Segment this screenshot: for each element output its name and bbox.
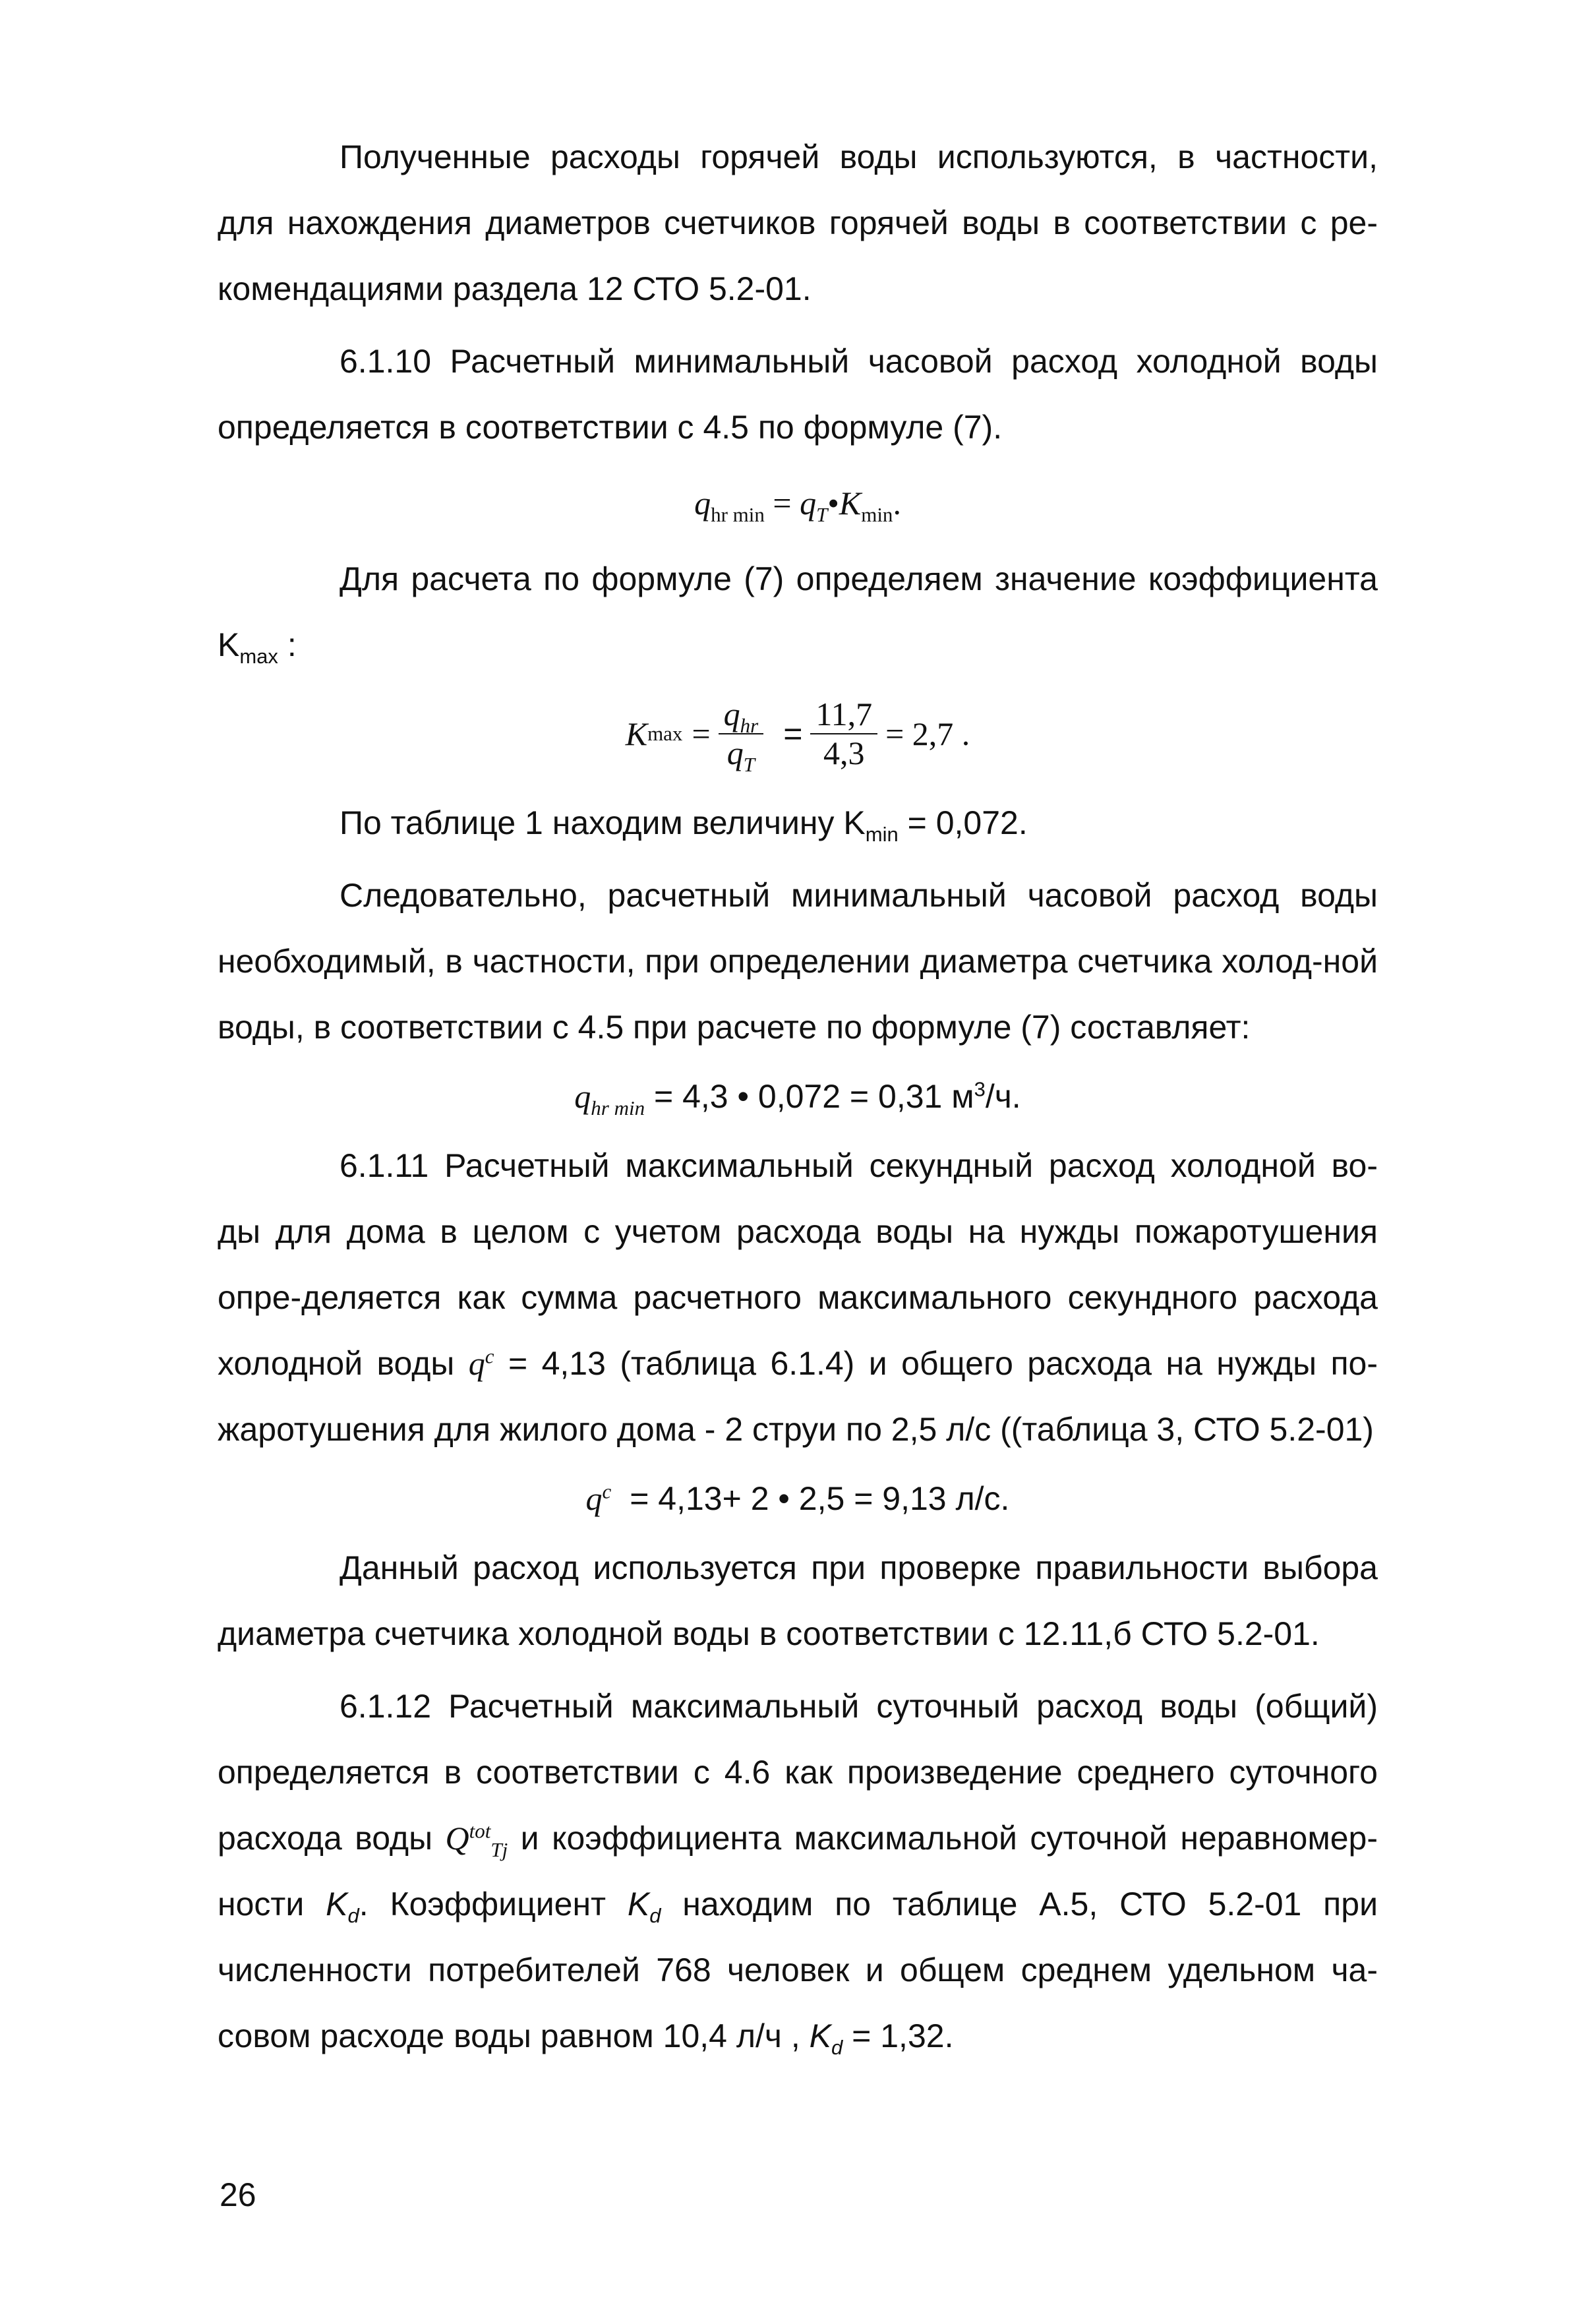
symbol-Kd [326,1886,359,1927]
paragraph-kmax-intro [218,546,1378,678]
symbol-K: K [326,1886,348,1923]
subscript-d: d [347,1904,359,1927]
subscript-T: T [743,753,755,776]
unit: /ч. [985,1078,1021,1115]
superscript-tot: tot [469,1819,491,1843]
formula-kmax: K max = $\frac{q_{hr}}{q_T}$ = $\frac{11,7}{4,3}$ = 2,7 . [625,695,970,776]
symbol-q: q [723,695,740,732]
superscript-3: 3 [974,1077,986,1101]
symbol-K: K [809,2017,832,2054]
paragraph-6-1-10: 6.1.10 Расчетный минимальный часовой расход холодной воды определяется в соответствии с 4.5 по формуле (7). [218,343,1378,446]
text: Для расчета по формуле (7) определяем значение коэффициента K [218,560,1378,663]
subscript-max: max [239,645,278,668]
equals-sign: = [783,715,803,752]
symbol-q: q [694,485,711,522]
symbol-K: K [625,715,648,752]
text: По таблице 1 находим величину K [340,804,866,841]
formula-qhr-min [218,460,1378,546]
formula-qhr-min-value [218,1060,1378,1133]
result-value: = 2,7 . [885,715,970,752]
text: 6.1.12 Расчетный максимальный суточный расход воды (общий) определяется в соответствии с 4.6 как произведение среднего суточного расхода воды [218,1688,1378,1857]
fraction-numerator: 11,7 [810,696,877,735]
text: находим по таблице А.5, СТО 5.2-01 при численности потребителей 768 человек и общем среднем удельном ча-совом расходе воды равном 10,4 л/ч , [218,1886,1378,2054]
formula-qc-total [218,1462,1378,1535]
text: = 0,072. [898,804,1028,841]
text: 6.1.11 Расчетный максимальный секундный расход холодной во-ды для дома в целом с учетом расхода воды на нужды пожаротушения опре-деляется как сумма расчетного максимального секундного расхода холодной воды [218,1147,1378,1382]
subscript-T: T [816,503,828,526]
fraction-denominator: 4,3 [823,734,865,771]
symbol-K: K [839,485,862,522]
period: . [893,485,901,522]
symbol-q: q [726,734,744,771]
equals-sign: = [692,715,711,752]
symbol-q: q [585,1480,603,1517]
fraction-values [810,696,877,773]
symbol-q: q [468,1345,485,1382]
paragraph-usage: Данный расход используется при проверке правильности выбора диаметра счетчика холодной воды в соответствии с 12.11,б СТО 5.2-01. [218,1549,1378,1652]
fraction-numerator [719,696,764,735]
symbol-Kd [809,2017,843,2059]
page-content [218,124,1378,2069]
text: = 1,32. [842,2017,954,2054]
superscript-c: c [602,1479,612,1503]
symbol-Q-tot-Tj [445,1819,508,1861]
paragraph-kmin [218,790,1378,856]
subscript-d: d [831,2036,843,2059]
fraction-qhr-over-qt [719,695,764,776]
subscript-min: min [861,503,893,526]
symbol-qc [469,1345,494,1382]
subscript-hr-min: hr min [591,1096,645,1119]
symbol-q: q [800,485,817,522]
text: : [278,626,297,663]
paragraph-hot-water-meters: Полученные расходы горячей воды используются, в частности, для нахождения диаметров счетчиков горячей воды в соответствии с ре-комендациями раздела 12 СТО 5.2-01. [218,138,1378,307]
subscript-hr-min: hr min [711,503,765,526]
subscript-Tj: Tj [490,1838,508,1861]
symbol-q: q [574,1078,591,1115]
page-number: 26 [220,2176,256,2213]
fraction-denominator [719,734,764,776]
superscript-c: c [485,1344,494,1368]
paragraph-6-1-12 [218,1673,1378,2069]
formula-values: = 4,3 • 0,072 = 0,31 м [645,1078,974,1115]
multiply-dot: • [827,485,839,522]
text: . Коэффициент [359,1886,628,1923]
formula-values: = 4,13+ 2 • 2,5 = 9,13 л/с. [620,1480,1010,1517]
text: = 4,13 (таблица 6.1.4) и общего расхода на нужды по-жаротушения для жилого дома - 2 струи по 2,5 л/с ((таблица 3, СТО 5.2-01) [218,1345,1378,1448]
symbol-Q: Q [445,1820,469,1857]
subscript-d: d [649,1904,661,1927]
subscript-min: min [865,823,899,846]
symbol-Kd [627,1886,661,1927]
text: и коэффициента максимальной суточной неравномер-ности [218,1820,1378,1923]
equals-sign: = [764,485,800,522]
paragraph-6-1-11 [218,1133,1378,1462]
subscript-hr: hr [740,713,759,737]
symbol-K: K [627,1886,650,1923]
paragraph-consequently: Следовательно, расчетный минимальный часовой расход воды необходимый, в частности, при определении диаметра счетчика холод-ной воды, в соответствии с 4.5 при расчете по формуле (7) составляет: [218,877,1378,1046]
